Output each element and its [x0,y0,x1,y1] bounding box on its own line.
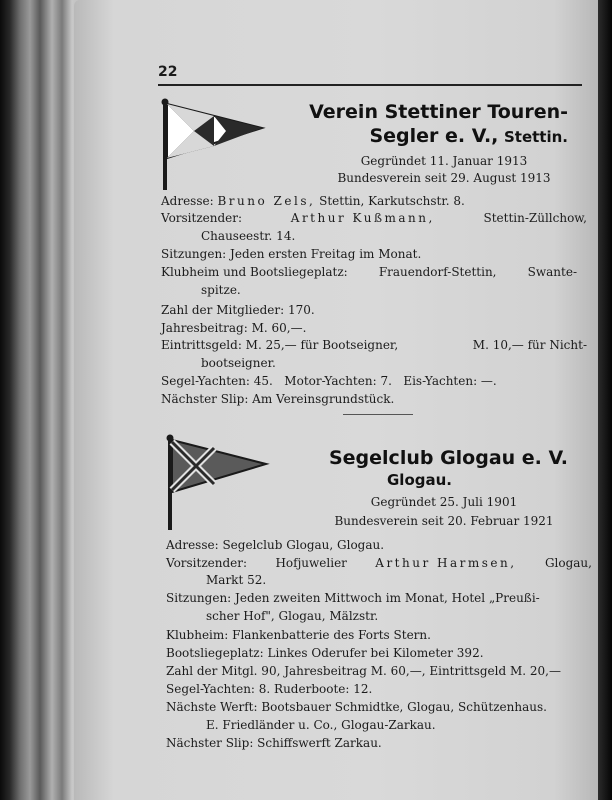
club2-shipyard-cont: E. Friedländer u. Co., Glogau-Zarkau. [206,718,436,732]
club2-founded: Gegründet 25. Juli 1901 [370,495,518,509]
club2-federation: Bundesverein seit 20. Februar 1921 [334,514,554,528]
club2-shipyard: Nächste Werft: Bootsbauer Schmidtke, Glogau, Schützenhaus. [166,700,547,714]
club2-meetings: Sitzungen: Jeden zweiten Mittwoch im Monat, Hotel „Preußi- [166,591,540,605]
club2-city: Glogau. [387,471,452,489]
club1-chairman: Vorsitzender: Arthur Kußmann, Stettin-Züllchow, [161,211,587,225]
club2-clubhouse: Klubheim: Flankenbatterie des Forts Stern. [166,628,431,642]
club1-entry-fee: Eintrittsgeld: M. 25,— für Bootseigner, M. 10,— für Nicht- [161,338,587,352]
club1-founded: Gegründet 11. Januar 1913 [360,154,528,168]
club2-chairman: Vorsitzender: Hofjuwelier Arthur Harmsen, Glogau, [166,556,592,570]
club2-berth: Bootsliegeplatz: Linkes Oderufer bei Kilometer 392. [166,646,484,660]
club-pennant-flag-icon [156,98,266,193]
club1-clubhouse: Klubheim und Bootsliegeplatz: Frauendorf-Stettin, Swante- [161,265,577,279]
club1-city: Stettin. [503,128,568,146]
header-rule [158,84,582,86]
club1-entry-fee-cont: bootseigner. [201,356,276,370]
club1-yachts: Segel-Yachten: 45. Motor-Yachten: 7. Eis-Yachten: —. [161,374,497,388]
club2-name-line1: Segelclub Glogau e. V. [328,447,568,469]
club1-clubhouse-cont: spitze. [201,283,241,297]
club1-address: Adresse: Bruno Zels, Stettin, Karkutschstr. 8. [161,194,465,208]
club1-members: Zahl der Mitglieder: 170. [161,303,315,317]
club2-meetings-cont: scher Hof", Glogau, Mälzstr. [206,609,379,623]
club2-slip: Nächster Slip: Schiffswerft Zarkau. [166,736,382,750]
club2-chairman-cont: Markt 52. [206,573,267,587]
club1-meetings: Sitzungen: Jeden ersten Freitag im Monat. [161,247,422,261]
club2-address: Adresse: Segelclub Glogau, Glogau. [166,538,385,552]
club1-slip: Nächster Slip: Am Vereinsgrundstück. [161,392,395,406]
page-number: 22 [158,64,178,80]
club2-yachts: Segel-Yachten: 8. Ruderboote: 12. [166,682,373,696]
section-divider [343,414,413,415]
club1-name-line1: Verein Stettiner Touren- [309,101,568,123]
club1-name-line2 [369,124,568,148]
club1-annual-fee: Jahresbeitrag: M. 60,—. [161,321,307,335]
club1-chairman-cont: Chauseestr. 14. [201,229,296,243]
club1-federation: Bundesverein seit 29. August 1913 [337,171,551,185]
club2-pennant-flag-icon [162,434,272,534]
club2-members-fees: Zahl der Mitgl. 90, Jahresbeitrag M. 60,—, Eintrittsgeld M. 20,— [166,664,561,678]
club1-name-part: Segler e. V., [369,125,499,147]
